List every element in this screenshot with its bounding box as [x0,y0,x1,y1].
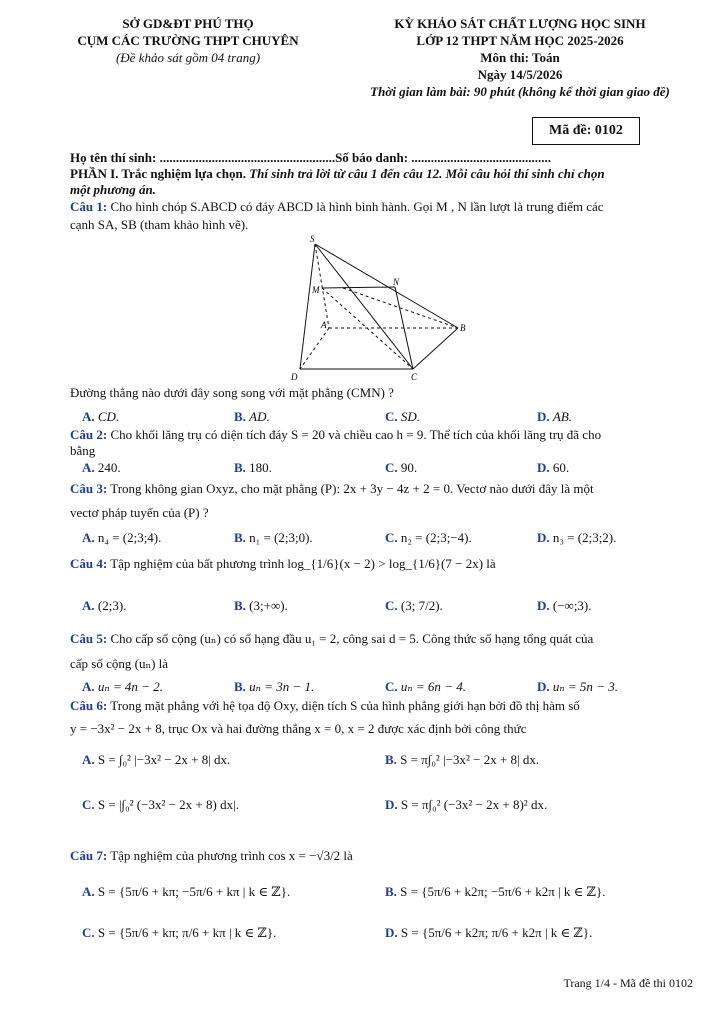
q7-option-d[interactable] [385,925,592,941]
q6-text [70,698,580,714]
option-letter: D. [385,925,398,940]
option-text: uₙ = 5n − 3. [552,679,618,694]
q4-statement: Tập nghiệm của bất phương trình log_{1/6}(x − 2) > log_{1/6}(7 − 2x) là [110,556,496,571]
exam-title: KỲ KHẢO SÁT CHẤT LƯỢNG HỌC SINH [394,16,646,31]
time-limit: Thời gian làm bài: 90 phút (không kể thời gian giao đề) [370,84,670,99]
option-text: S = {5π/6 + k2π; −5π/6 + k2π | k ∈ ℤ}. [400,884,606,899]
option-text: SD. [400,409,421,424]
q1-text [70,199,604,215]
option-text: S = |∫₀² (−3x² − 2x + 8) dx|. [97,797,239,812]
q3-option-d[interactable] [537,530,616,546]
option-text: (2;3). [97,598,127,613]
option-text: S = π∫₀² |−3x² − 2x + 8| dx. [400,752,540,767]
edge-sc [315,244,413,369]
q1-statement: Cho hình chóp S.ABCD có đáy ABCD là hình bình hành. Gọi M , N lần lượt là trung điểm các [110,199,604,214]
q2-label: Câu 2: [70,427,108,442]
q4-option-c[interactable] [385,598,443,614]
q7-option-b[interactable] [385,884,606,900]
option-text: (3;+∞). [249,598,288,613]
student-name-line [70,150,551,166]
option-letter: B. [234,598,246,613]
q1-question: Đường thẳng nào dưới đây song song với mặt phẳng (CMN) ? [70,385,394,400]
option-text: 90. [400,460,418,475]
q3-option-b[interactable] [234,530,313,546]
option-text: 60. [552,460,570,475]
q2-statement: Cho khối lăng trụ có diện tích đáy S = 20 và chiều cao h = 9. Thể tích của khối lăng trụ đã cho [110,427,602,442]
option-text: uₙ = 4n − 2. [97,679,163,694]
option-letter: D. [537,598,550,613]
q4-option-b[interactable] [234,598,288,614]
edge-sb [315,244,458,328]
q7-option-a[interactable] [82,884,290,900]
vertex-a: A [321,320,327,330]
option-letter: D. [385,797,398,812]
option-text: n₁ = (2;3;0). [249,530,313,545]
q4-text [70,556,496,572]
q6-label: Câu 6: [70,698,108,713]
q2-option-c[interactable] [385,460,417,476]
q1-option-d[interactable] [537,409,572,425]
edge-sd [300,244,315,369]
option-letter: C. [385,530,398,545]
option-letter: C. [385,598,398,613]
option-text: S = {5π/6 + k2π; π/6 + k2π | k ∈ ℤ}. [400,925,593,940]
q3-option-a[interactable] [82,530,161,546]
q2-option-b[interactable] [234,460,272,476]
part1-heading [70,166,685,182]
part1-instruction: Thí sinh trả lời từ câu 1 đến câu 12. Mỗi câu hỏi thí sinh chỉ chọn [249,166,605,181]
part1-instruction2: một phương án. [70,182,156,197]
q7-label: Câu 7: [70,848,108,863]
q2-option-a[interactable] [82,460,121,476]
option-letter: D. [537,530,550,545]
option-letter: D. [537,679,550,694]
header-right [335,15,705,100]
option-text: uₙ = 3n − 1. [249,679,315,694]
q1-label: Câu 1: [70,199,108,214]
q3-statement: Trong không gian Oxyz, cho mặt phẳng (P): 2x + 3y − 4z + 2 = 0. Vectơ nào dưới đây là một [110,481,594,496]
option-text: S = π∫₀² (−3x² − 2x + 8)² dx. [400,797,548,812]
option-text: 180. [249,460,272,475]
option-letter: C. [385,409,398,424]
q5-text [70,631,593,647]
option-text: (−∞;3). [552,598,592,613]
option-letter: C. [82,797,95,812]
option-letter: A. [82,752,95,767]
q4-label: Câu 4: [70,556,108,571]
q7-option-c[interactable] [82,925,276,941]
option-letter: A. [82,409,95,424]
q2-statement2: bằng [70,443,96,458]
q6-option-b[interactable] [385,752,539,768]
exam-code-box: Mã đề: 0102 [532,117,640,145]
q5-option-d[interactable] [537,679,618,695]
q6-option-c[interactable] [82,797,239,813]
option-text: AD. [249,409,270,424]
q5-option-a[interactable] [82,679,163,695]
option-text: (3; 7/2). [400,598,443,613]
q5-statement2: cấp số cộng (uₙ) là [70,656,169,671]
q3-option-c[interactable] [385,530,472,546]
pyramid-figure [285,232,485,384]
option-text: uₙ = 6n − 4. [400,679,466,694]
option-letter: A. [82,460,95,475]
q6-option-d[interactable] [385,797,547,813]
option-letter: B. [234,460,246,475]
vertex-s: S [310,234,315,244]
q1-option-c[interactable] [385,409,420,425]
option-text: S = {5π/6 + kπ; π/6 + kπ | k ∈ ℤ}. [97,925,277,940]
student-name-label: Họ tên thí sinh: ...................................................... [70,150,336,165]
option-text: n₂ = (2;3;−4). [400,530,472,545]
exam-date: Ngày 14/5/2026 [477,67,563,82]
school-cluster: CỤM CÁC TRƯỜNG THPT CHUYÊN [77,33,299,48]
option-letter: A. [82,679,95,694]
q6-statement2: y = −3x² − 2x + 8, trục Ox và hai đường thẳng x = 0, x = 2 được xác định bởi công thức [70,721,527,736]
header-left [48,15,328,66]
part1-title: PHẦN I. Trắc nghiệm lựa chọn. [70,166,246,181]
vertex-n: N [393,277,400,287]
q3-text [70,481,594,497]
option-text: 240. [97,460,121,475]
vertex-m: M [312,285,320,295]
q6-option-a[interactable] [82,752,230,768]
option-letter: B. [385,752,397,767]
option-text: S = {5π/6 + kπ; −5π/6 + kπ | k ∈ ℤ}. [97,884,291,899]
option-letter: B. [234,409,246,424]
vertex-c: C [411,372,418,382]
edge-mn [322,287,395,288]
option-text: CD. [97,409,120,424]
option-letter: D. [537,409,550,424]
option-letter: C. [385,460,398,475]
q4-option-a[interactable] [82,598,126,614]
q1-option-b[interactable] [234,409,270,425]
q7-text [70,848,353,864]
option-letter: A. [82,884,95,899]
q3-label: Câu 3: [70,481,108,496]
edge-cb [413,328,458,369]
option-text: n₃ = (2;3;2). [552,530,617,545]
option-letter: C. [385,679,398,694]
q5-option-b[interactable] [234,679,314,695]
option-text: S = ∫₀² |−3x² − 2x + 8| dx. [97,752,231,767]
q3-statement2: vectơ pháp tuyến của (P) ? [70,505,209,520]
grade-year: LỚP 12 THPT NĂM HỌC 2025-2026 [416,33,624,48]
page-count-note: (Đề khảo sát gồm 04 trang) [115,50,261,65]
subject: Môn thi: Toán [480,50,560,65]
option-letter: A. [82,598,95,613]
option-text: n₄ = (2;3;4). [97,530,162,545]
q5-option-c[interactable] [385,679,466,695]
q5-statement: Cho cấp số cộng (uₙ) có số hạng đầu u₁ = 2, công sai d = 5. Công thức số hạng tổng quát của [110,631,594,646]
page-footer: Trang 1/4 - Mã đề thi 0102 [563,976,693,990]
department-name: SỞ GD&ĐT PHÚ THỌ [122,16,254,31]
q2-option-d[interactable] [537,460,569,476]
option-letter: C. [82,925,95,940]
student-id-label: Số báo danh: ........................................... [335,150,552,165]
q6-statement: Trong mặt phẳng với hệ tọa độ Oxy, diện tích S của hình phẳng giới hạn bởi đồ thị hàm số [110,698,580,713]
q7-statement: Tập nghiệm của phương trình cos x = −√3/2 là [110,848,353,863]
option-text: AB. [552,409,573,424]
vertex-d: D [291,372,298,382]
option-letter: B. [234,530,246,545]
q4-option-d[interactable] [537,598,592,614]
option-letter: B. [385,884,397,899]
q1-statement2: cạnh SA, SB (tham khảo hình vẽ). [70,217,249,232]
q1-option-a[interactable] [82,409,119,425]
q5-label: Câu 5: [70,631,108,646]
q2-text [70,427,601,443]
option-letter: D. [537,460,550,475]
option-letter: B. [234,679,246,694]
option-letter: A. [82,530,95,545]
vertex-b: B [460,323,466,333]
